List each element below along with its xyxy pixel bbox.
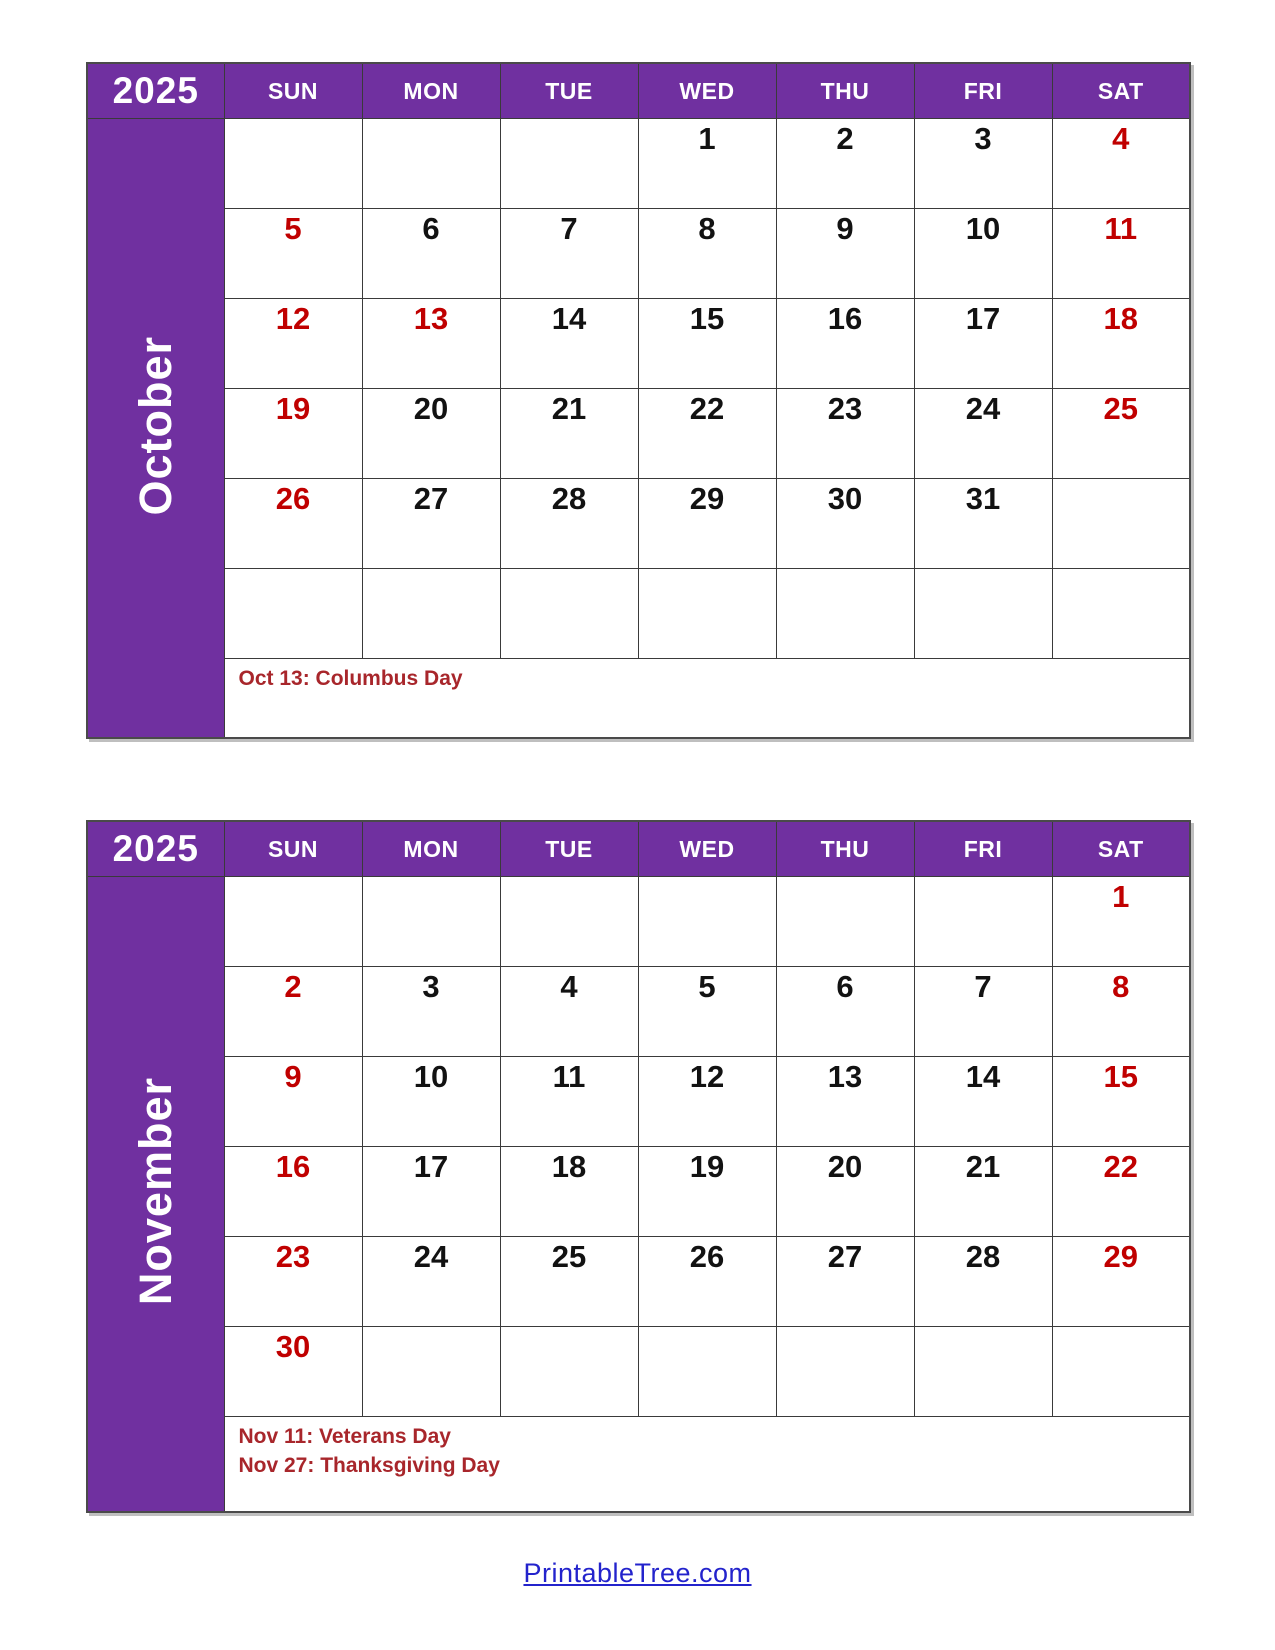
week-row	[87, 479, 1190, 569]
week-row	[87, 209, 1190, 299]
day-cell: 11	[500, 1057, 638, 1147]
year-label: 2025	[87, 821, 224, 877]
day-cell: 13	[776, 1057, 914, 1147]
day-cell: 31	[914, 479, 1052, 569]
month-sidebar	[87, 877, 224, 1513]
day-cell: 26	[224, 479, 362, 569]
day-cell: 25	[500, 1237, 638, 1327]
holiday-note: Nov 27: Thanksgiving Day	[238, 1453, 500, 1477]
day-cell	[362, 119, 500, 209]
week-row	[87, 967, 1190, 1057]
page-footer	[0, 1558, 1275, 1589]
day-cell: 17	[362, 1147, 500, 1237]
weekday-header-sun: SUN	[224, 63, 362, 119]
day-cell: 1	[638, 119, 776, 209]
weekday-header-fri: FRI	[914, 63, 1052, 119]
day-cell	[362, 877, 500, 967]
day-cell	[776, 569, 914, 659]
calendar-header-row	[87, 63, 1190, 119]
month-label: November	[129, 1077, 181, 1306]
day-cell: 24	[362, 1237, 500, 1327]
day-cell	[500, 1327, 638, 1417]
calendar-november	[86, 820, 1191, 1513]
day-cell: 21	[914, 1147, 1052, 1237]
day-cell: 6	[776, 967, 914, 1057]
day-cell: 9	[224, 1057, 362, 1147]
holiday-row	[87, 1417, 1190, 1513]
day-cell: 12	[224, 299, 362, 389]
week-row	[87, 389, 1190, 479]
week-row	[87, 1147, 1190, 1237]
day-cell: 19	[224, 389, 362, 479]
day-cell: 5	[638, 967, 776, 1057]
week-row	[87, 1327, 1190, 1417]
day-cell	[638, 877, 776, 967]
day-cell: 8	[1052, 967, 1190, 1057]
day-cell: 12	[638, 1057, 776, 1147]
day-cell: 26	[638, 1237, 776, 1327]
day-cell	[224, 877, 362, 967]
day-cell: 28	[500, 479, 638, 569]
week-row	[87, 1057, 1190, 1147]
holiday-notes	[224, 659, 1190, 739]
day-cell: 20	[362, 389, 500, 479]
day-cell: 24	[914, 389, 1052, 479]
day-cell: 25	[1052, 389, 1190, 479]
day-cell	[914, 1327, 1052, 1417]
day-cell: 7	[914, 967, 1052, 1057]
holiday-note: Oct 13: Columbus Day	[238, 667, 463, 690]
day-cell: 27	[776, 1237, 914, 1327]
day-cell: 30	[224, 1327, 362, 1417]
weekday-header-wed: WED	[638, 821, 776, 877]
day-cell: 3	[362, 967, 500, 1057]
day-cell: 18	[500, 1147, 638, 1237]
weekday-header-wed: WED	[638, 63, 776, 119]
day-cell: 19	[638, 1147, 776, 1237]
day-cell	[224, 569, 362, 659]
holiday-note: Nov 11: Veterans Day	[238, 1425, 451, 1448]
day-cell: 10	[362, 1057, 500, 1147]
day-cell	[224, 119, 362, 209]
day-cell	[1052, 569, 1190, 659]
day-cell: 30	[776, 479, 914, 569]
day-cell: 2	[776, 119, 914, 209]
day-cell	[638, 1327, 776, 1417]
day-cell: 1	[1052, 877, 1190, 967]
weekday-header-thu: THU	[776, 63, 914, 119]
day-cell	[776, 1327, 914, 1417]
weekday-header-tue: TUE	[500, 821, 638, 877]
day-cell: 8	[638, 209, 776, 299]
day-cell	[638, 569, 776, 659]
day-cell: 15	[1052, 1057, 1190, 1147]
printabletree-link[interactable]: PrintableTree.com	[523, 1558, 752, 1588]
day-cell: 5	[224, 209, 362, 299]
weekday-header-mon: MON	[362, 821, 500, 877]
week-row	[87, 569, 1190, 659]
day-cell	[500, 119, 638, 209]
day-cell	[914, 569, 1052, 659]
weekday-header-tue: TUE	[500, 63, 638, 119]
month-label: October	[129, 335, 181, 516]
weekday-header-sat: SAT	[1052, 821, 1190, 877]
day-cell: 29	[1052, 1237, 1190, 1327]
day-cell: 4	[1052, 119, 1190, 209]
calendar-header-row	[87, 821, 1190, 877]
calendar-october	[86, 62, 1191, 739]
day-cell: 23	[224, 1237, 362, 1327]
calendar-table-november	[86, 820, 1191, 1513]
week-row	[87, 299, 1190, 389]
day-cell: 9	[776, 209, 914, 299]
day-cell: 4	[500, 967, 638, 1057]
day-cell	[776, 877, 914, 967]
day-cell: 6	[362, 209, 500, 299]
weekday-header-sat: SAT	[1052, 63, 1190, 119]
day-cell: 17	[914, 299, 1052, 389]
day-cell: 23	[776, 389, 914, 479]
day-cell: 27	[362, 479, 500, 569]
weekday-header-sun: SUN	[224, 821, 362, 877]
holiday-notes	[224, 1417, 1190, 1513]
calendar-table-october	[86, 62, 1191, 739]
day-cell: 11	[1052, 209, 1190, 299]
day-cell: 22	[1052, 1147, 1190, 1237]
day-cell	[500, 877, 638, 967]
day-cell: 14	[914, 1057, 1052, 1147]
day-cell	[500, 569, 638, 659]
day-cell: 29	[638, 479, 776, 569]
year-label: 2025	[87, 63, 224, 119]
holiday-row	[87, 659, 1190, 739]
day-cell	[1052, 1327, 1190, 1417]
day-cell: 21	[500, 389, 638, 479]
day-cell: 13	[362, 299, 500, 389]
weekday-header-mon: MON	[362, 63, 500, 119]
weekday-header-fri: FRI	[914, 821, 1052, 877]
day-cell: 28	[914, 1237, 1052, 1327]
day-cell: 2	[224, 967, 362, 1057]
day-cell: 20	[776, 1147, 914, 1237]
day-cell: 16	[776, 299, 914, 389]
week-row	[87, 1237, 1190, 1327]
day-cell	[1052, 479, 1190, 569]
day-cell: 15	[638, 299, 776, 389]
weekday-header-thu: THU	[776, 821, 914, 877]
month-sidebar	[87, 119, 224, 739]
day-cell: 14	[500, 299, 638, 389]
week-row	[87, 119, 1190, 209]
day-cell: 22	[638, 389, 776, 479]
day-cell: 16	[224, 1147, 362, 1237]
day-cell: 10	[914, 209, 1052, 299]
day-cell	[362, 1327, 500, 1417]
day-cell	[914, 877, 1052, 967]
day-cell: 7	[500, 209, 638, 299]
day-cell	[362, 569, 500, 659]
day-cell: 18	[1052, 299, 1190, 389]
day-cell: 3	[914, 119, 1052, 209]
week-row	[87, 877, 1190, 967]
